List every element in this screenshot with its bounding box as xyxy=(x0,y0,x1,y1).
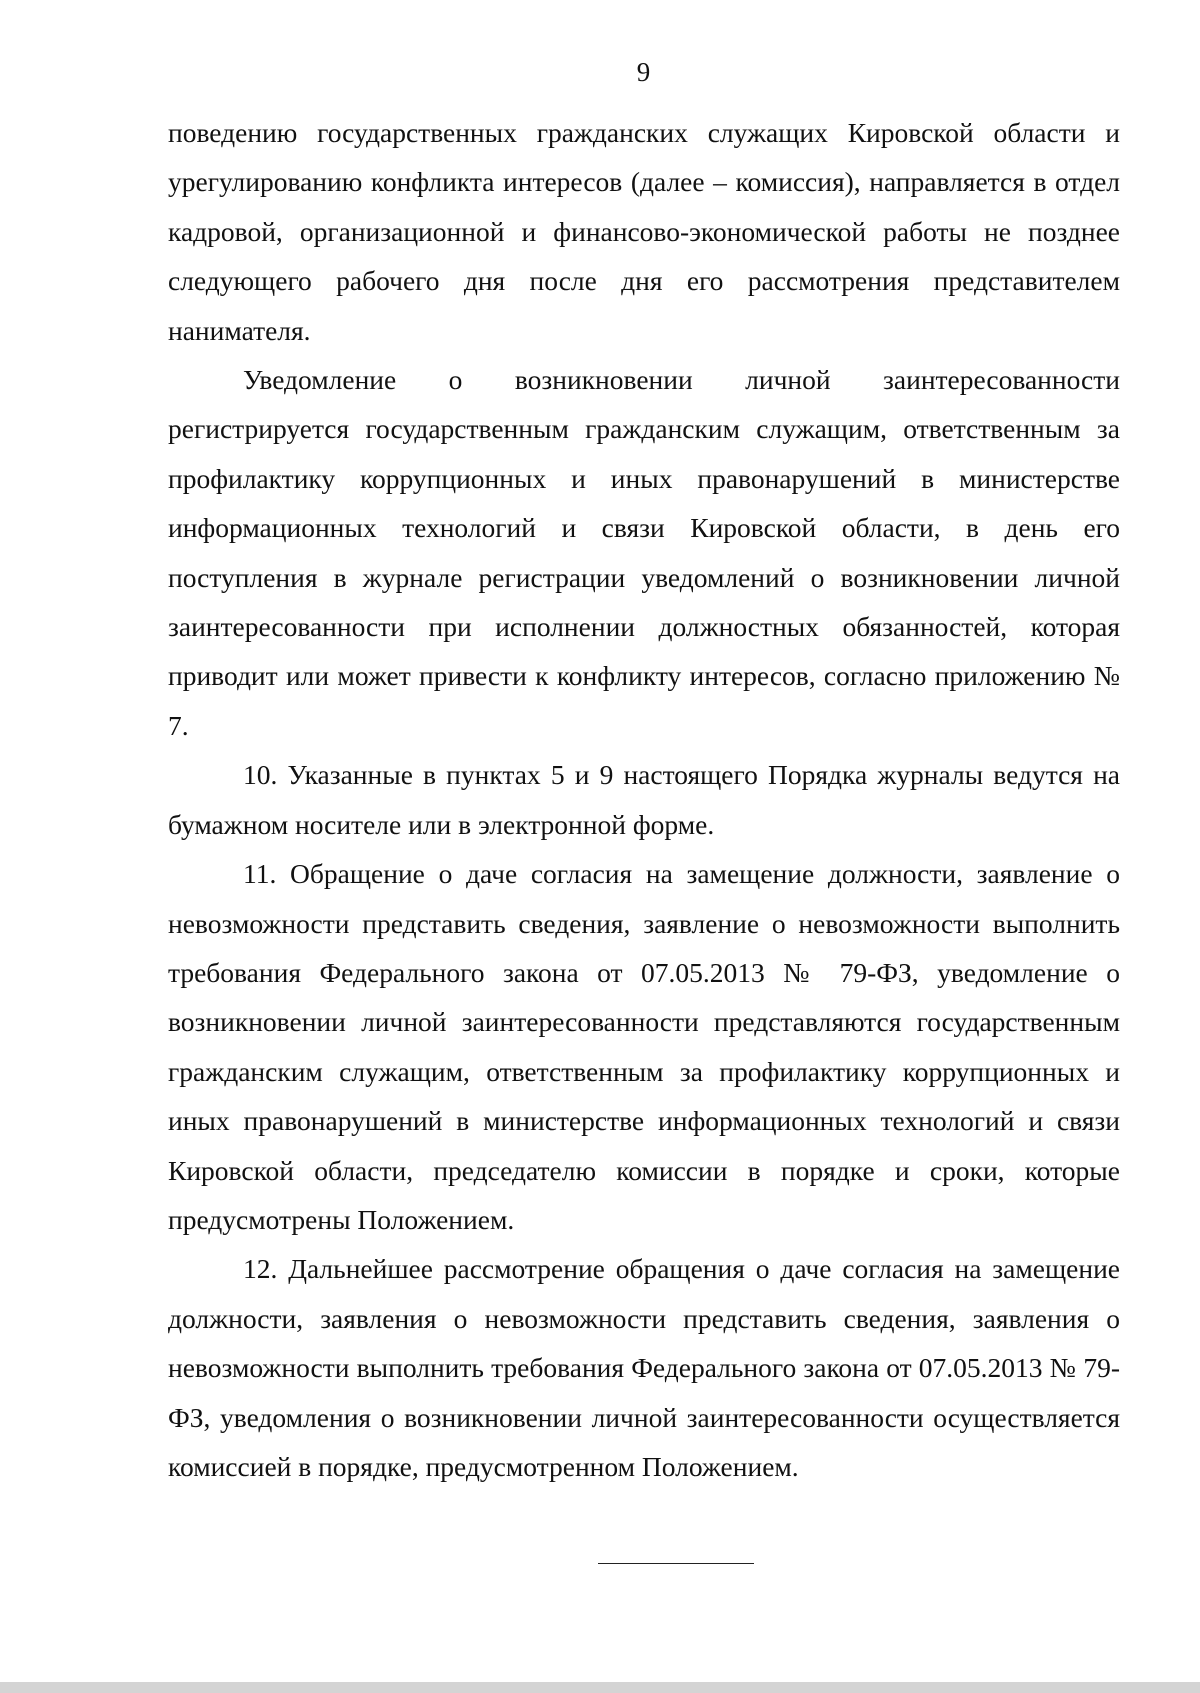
paragraph-item-11: 11. Обращение о даче согласия на замещение должности, заявление о невозможности представить сведения, заявление о невозможности выполнить требования Федерального закона от 07.05.2013 № 79-ФЗ, уведомление о возникновении личной заинтересованности представляются государственным гражданским служащим, ответственным за профилактику коррупционных и иных правонарушений в министерстве информационных технологий и связи Кировской области, председателю комиссии в порядке и сроки, которые предусмотрены Положением. xyxy=(168,858,1120,1235)
scan-bottom-edge xyxy=(0,1682,1200,1693)
paragraph-notification-registration: Уведомление о возникновении личной заинтересованности регистрируется государственным гражданским служащим, ответственным за профилактику коррупционных и иных правонарушений в министерстве информационных технологий и связи Кировской области, в день его поступления в журнале регистрации уведомлений о возникновении личной заинтересованности при исполнении должностных обязанностей, которая приводит или может привести к конфликту интересов, согласно приложению № 7. xyxy=(168,364,1120,741)
paragraph-item-12: 12. Дальнейшее рассмотрение обращения о даче согласия на замещение должности, заявления о невозможности представить сведения, заявления о невозможности выполнить требования Федерального закона от 07.05.2013 № 79-ФЗ, уведомления о возникновении личной заинтересованности осуществляется комиссией в порядке, предусмотренном Положением. xyxy=(168,1253,1120,1482)
document-body xyxy=(168,108,1120,1491)
paragraph-item-10: 10. Указанные в пунктах 5 и 9 настоящего Порядка журналы ведутся на бумажном носителе или в электронной форме. xyxy=(168,759,1120,840)
end-separator-line xyxy=(598,1563,754,1564)
page-number: 9 xyxy=(636,57,651,87)
paragraph-continuation: поведению государственных гражданских служащих Кировской области и урегулированию конфликта интересов (далее – комиссия), направляется в отдел кадровой, организационной и финансово-экономической работы не позднее следующего рабочего дня после дня его рассмотрения представителем нанимателя. xyxy=(168,117,1120,346)
